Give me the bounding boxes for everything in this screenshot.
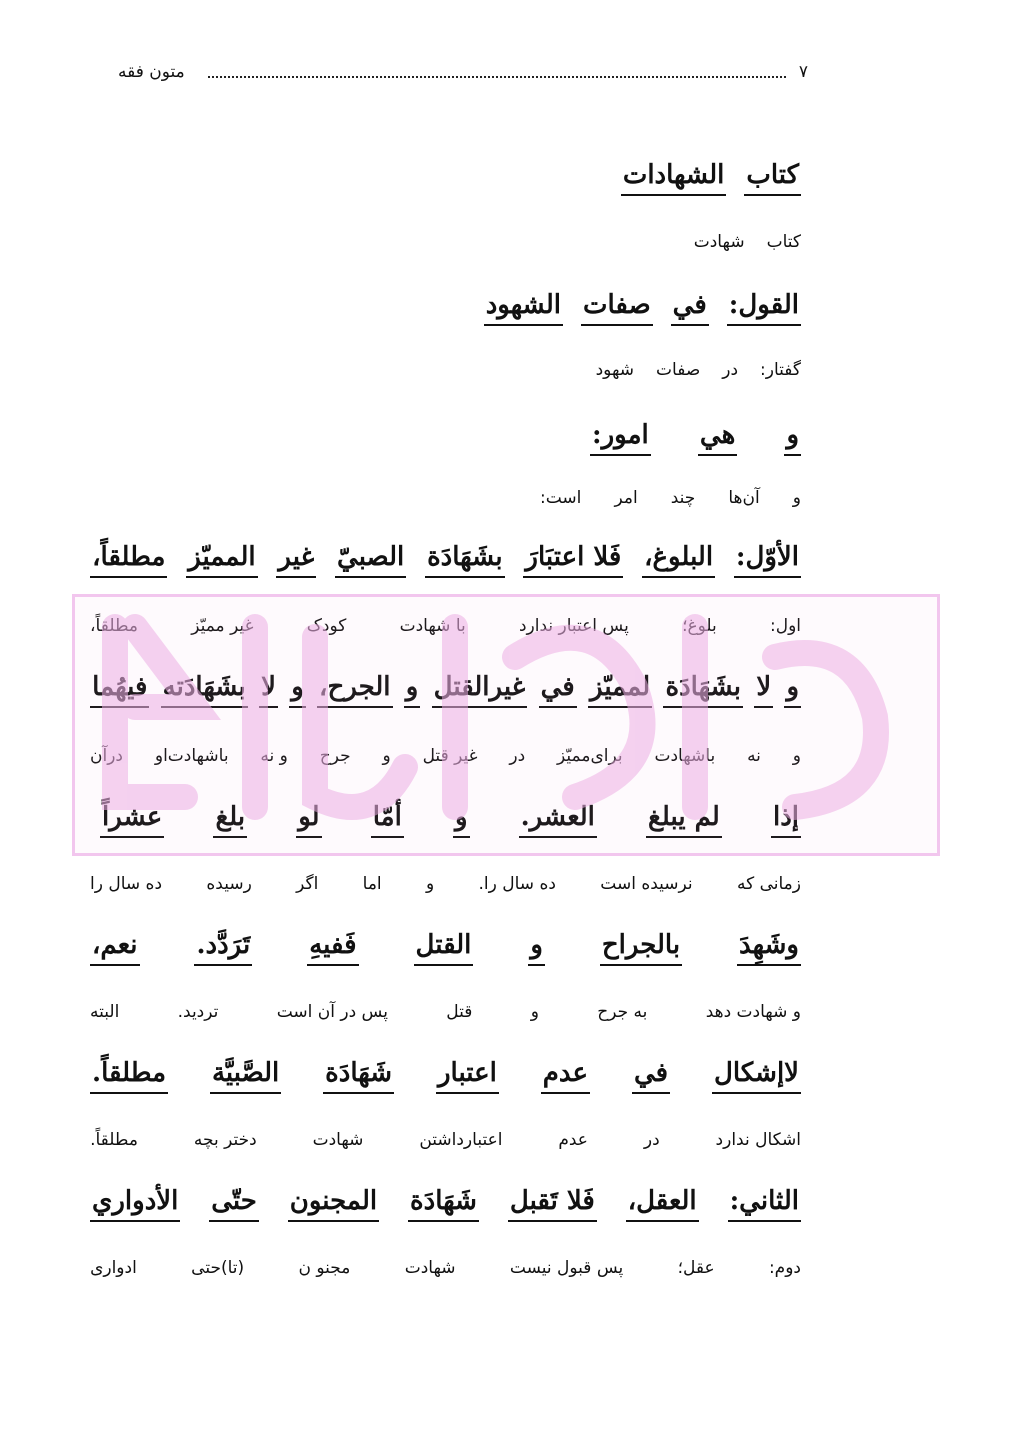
arabic-word: الصَّبيَّة: [210, 1059, 281, 1094]
arabic-word: الجرح،: [317, 673, 392, 708]
persian-gloss: نرسیده است: [600, 874, 693, 895]
persian-gloss: زمانی که: [736, 874, 801, 895]
arabic-word: بلغ: [213, 803, 247, 838]
arabic-word: نعم،: [90, 931, 139, 966]
arabic-word: المجنون: [288, 1187, 379, 1222]
arabic-line-1: [90, 148, 801, 196]
arabic-word: لاإشكال: [712, 1059, 801, 1094]
arabic-word: کتاب: [744, 161, 801, 196]
persian-gloss: قتل: [446, 1002, 473, 1023]
arabic-word: و: [528, 931, 545, 966]
arabic-word: المميّز: [186, 543, 257, 578]
page-header: [118, 62, 808, 94]
persian-gloss: باشهادت‌او: [154, 746, 229, 767]
persian-gloss: و نه: [260, 746, 288, 767]
arabic-word: البلوغ،: [642, 543, 715, 578]
persian-gloss: امر: [614, 488, 638, 509]
arabic-word: لم يبلغ: [646, 803, 722, 838]
persian-gloss: باشهادت: [654, 746, 716, 767]
arabic-word: إذا: [771, 803, 801, 838]
persian-gloss: و: [792, 488, 801, 509]
arabic-word: لا: [754, 673, 773, 708]
arabic-word: اعتبار: [436, 1059, 499, 1094]
arabic-word: بالجراح: [600, 931, 682, 966]
persian-gloss: البته: [90, 1002, 120, 1023]
arabic-word: الأدواري: [90, 1187, 180, 1222]
arabic-line-6: [100, 790, 801, 838]
arabic-word: أمّا: [371, 803, 404, 838]
persian-gloss: شهود: [595, 360, 635, 381]
arabic-word: العشر.: [519, 803, 597, 838]
persian-gloss: رسیده: [206, 874, 252, 895]
arabic-word: شَهَادَة: [408, 1187, 479, 1222]
persian-gloss: عدم: [558, 1130, 588, 1151]
arabic-word: القتل: [414, 931, 474, 966]
arabic-word: و: [784, 673, 801, 708]
persian-line-4: [90, 606, 801, 636]
persian-gloss: شهادت: [693, 232, 745, 253]
arabic-word: شَهَادَة: [323, 1059, 394, 1094]
persian-line-2: [90, 350, 801, 380]
arabic-word: الأوّل:: [734, 543, 801, 578]
arabic-word: و: [289, 673, 306, 708]
persian-gloss: اول:: [769, 616, 801, 637]
persian-gloss: دختر بچه: [193, 1130, 257, 1151]
persian-gloss: پس در آن است: [276, 1002, 388, 1023]
arabic-word: هي: [698, 421, 737, 456]
persian-gloss: ادواری: [90, 1258, 137, 1279]
arabic-line-9: [90, 1174, 801, 1222]
arabic-word: فَلا اعتبَارَ: [523, 543, 623, 578]
persian-gloss: مطلقاً،: [90, 616, 138, 637]
arabic-line-3: [590, 408, 801, 456]
persian-line-3: [540, 478, 801, 508]
arabic-word: الثاني:: [728, 1187, 801, 1222]
persian-line-1: [90, 222, 801, 252]
arabic-word: الشهادات: [621, 161, 727, 196]
persian-gloss: صفات: [656, 360, 701, 381]
arabic-word: الصبيّ: [335, 543, 406, 578]
arabic-word: امور:: [590, 421, 651, 456]
persian-gloss: جرح: [319, 746, 351, 767]
persian-gloss: شهادت: [404, 1258, 456, 1279]
persian-gloss: پس قبول نیست: [509, 1258, 624, 1279]
persian-gloss: اگر: [296, 874, 319, 895]
arabic-word: القول:: [727, 291, 801, 326]
persian-gloss: غیر قتل: [422, 746, 478, 767]
persian-gloss: شهادت: [312, 1130, 364, 1151]
persian-line-8: [90, 1120, 801, 1150]
arabic-word: صفات: [581, 291, 653, 326]
persian-line-7: [90, 992, 801, 1022]
persian-gloss: اما: [362, 874, 382, 895]
persian-gloss: درآن: [90, 746, 124, 767]
arabic-word: و: [453, 803, 470, 838]
arabic-word: لمميّز: [588, 673, 652, 708]
persian-gloss: کتاب: [766, 232, 801, 253]
persian-gloss: و: [425, 874, 435, 895]
persian-gloss: در: [722, 360, 739, 381]
persian-gloss: برای‌ممیّز: [557, 746, 623, 767]
arabic-word: في: [632, 1059, 670, 1094]
arabic-word: وشَهِدَ: [737, 931, 801, 966]
persian-gloss: کودک: [306, 616, 347, 637]
arabic-word: الشهود: [484, 291, 563, 326]
arabic-word: مطلقاً.: [90, 1059, 168, 1094]
persian-gloss: در: [643, 1130, 660, 1151]
running-title: متون فقه: [118, 62, 185, 82]
arabic-line-7: [90, 918, 801, 966]
arabic-word: فَفيهِ: [307, 931, 358, 966]
persian-gloss: ده سال را.: [478, 874, 556, 895]
persian-gloss: آن‌ها: [728, 488, 760, 509]
arabic-word: بشَهَادَة: [663, 673, 743, 708]
arabic-line-2: [90, 278, 801, 326]
persian-line-5: [90, 736, 801, 766]
arabic-word: حتّى: [209, 1187, 259, 1222]
arabic-word: في: [539, 673, 577, 708]
arabic-word: غير: [276, 543, 316, 578]
persian-gloss: است:: [540, 488, 582, 509]
arabic-word: بشَهَادَة: [425, 543, 505, 578]
arabic-word: تَرَدَّد.: [194, 931, 252, 966]
arabic-word: في: [671, 291, 709, 326]
persian-gloss: پس اعتبار ندارد: [518, 616, 629, 637]
arabic-word: غيرالقتل: [432, 673, 528, 708]
arabic-word: لا: [259, 673, 278, 708]
persian-gloss: غیر ممیّز: [191, 616, 254, 637]
persian-gloss: و: [382, 746, 391, 767]
persian-gloss: ده سال را: [90, 874, 163, 895]
arabic-word: و: [784, 421, 801, 456]
persian-gloss: در: [509, 746, 526, 767]
header-dot-leader: [208, 76, 786, 78]
arabic-word: و: [404, 673, 421, 708]
persian-gloss: اعتبارداشتن: [419, 1130, 503, 1151]
persian-gloss: گفتار:: [760, 360, 801, 381]
arabic-word: مطلقاً،: [90, 543, 167, 578]
persian-gloss: نه: [747, 746, 761, 767]
arabic-word: فَلا تَقبل: [508, 1187, 597, 1222]
persian-gloss: اشکال ندارد: [715, 1130, 801, 1151]
persian-gloss: دوم:: [768, 1258, 801, 1279]
persian-gloss: عقل؛: [677, 1258, 715, 1279]
arabic-word: العقل،: [626, 1187, 699, 1222]
persian-gloss: بلوغ؛: [682, 616, 717, 637]
persian-line-9: [90, 1248, 801, 1278]
persian-gloss: تردید.: [177, 1002, 219, 1023]
persian-line-6: [90, 864, 801, 894]
arabic-line-5: [90, 660, 801, 708]
persian-gloss: مجنو ن: [298, 1258, 351, 1279]
arabic-line-8: [90, 1046, 801, 1094]
page-number: ۷: [798, 62, 808, 82]
persian-gloss: مطلقاً.: [90, 1130, 138, 1151]
persian-gloss: با شهادت: [399, 616, 466, 637]
arabic-word: عشراً: [100, 803, 164, 838]
persian-gloss: و: [792, 746, 801, 767]
arabic-word: فيهُما: [90, 673, 149, 708]
arabic-word: لو: [296, 803, 321, 838]
persian-gloss: به جرح: [597, 1002, 648, 1023]
arabic-word: عدم: [541, 1059, 590, 1094]
persian-gloss: چند: [670, 488, 696, 509]
persian-gloss: و شهادت دهد: [705, 1002, 801, 1023]
persian-gloss: و: [530, 1002, 539, 1023]
persian-gloss: (تا)حتی: [191, 1258, 245, 1279]
arabic-line-4: [90, 530, 801, 578]
arabic-word: بشَهَادَته: [161, 673, 248, 708]
